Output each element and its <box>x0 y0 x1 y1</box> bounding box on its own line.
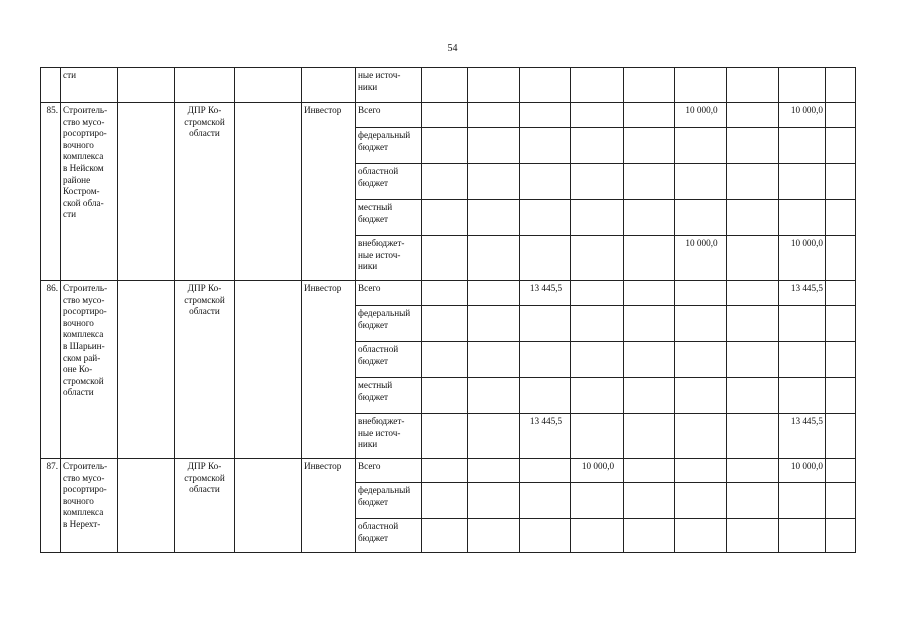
cell <box>779 483 826 519</box>
item-org: ДПР Ко- стромской области <box>175 459 235 553</box>
cell <box>422 483 468 519</box>
cell <box>624 281 675 306</box>
source-label-extra: внебюджет- ные источ- ники <box>356 414 422 459</box>
cell <box>675 342 727 378</box>
cell <box>520 68 571 103</box>
cell <box>520 103 571 128</box>
item-86-total-row <box>41 281 856 306</box>
cell <box>468 414 520 459</box>
cell <box>826 483 856 519</box>
cell <box>235 103 302 281</box>
cell <box>624 128 675 164</box>
cell <box>727 236 779 281</box>
cell <box>520 236 571 281</box>
cell <box>468 164 520 200</box>
cell <box>422 68 468 103</box>
cell <box>468 236 520 281</box>
cell <box>520 306 571 342</box>
continuation-row <box>41 68 856 103</box>
item-number: 86. <box>41 281 61 459</box>
cell <box>727 103 779 128</box>
cell <box>422 378 468 414</box>
cell <box>624 519 675 553</box>
cell <box>624 378 675 414</box>
cell <box>675 68 727 103</box>
source-label-extra: внебюджет- ные источ- ники <box>356 236 422 281</box>
cell <box>727 306 779 342</box>
cell <box>571 103 624 128</box>
cell <box>235 459 302 553</box>
cell <box>520 200 571 236</box>
cell <box>468 459 520 483</box>
source-label-federal: федеральный бюджет <box>356 128 422 164</box>
cell <box>624 68 675 103</box>
cell <box>571 414 624 459</box>
cell <box>779 519 826 553</box>
value-cell: 10 000,0 <box>571 459 624 483</box>
cell <box>571 519 624 553</box>
cell <box>779 68 826 103</box>
cell <box>118 281 175 459</box>
cell <box>675 483 727 519</box>
cell <box>118 68 175 103</box>
item-name: Строитель- ство мусо- росортиро- вочного комплекса в Шарьин- ском рай- оне Ко- стромской области <box>61 281 118 459</box>
cell <box>727 164 779 200</box>
source-label-local: местный бюджет <box>356 378 422 414</box>
cell <box>826 519 856 553</box>
cell <box>675 128 727 164</box>
cell <box>675 378 727 414</box>
cell <box>468 342 520 378</box>
cell <box>520 459 571 483</box>
cell <box>826 103 856 128</box>
cell <box>624 164 675 200</box>
cell <box>624 306 675 342</box>
value-cell: 10 000,0 <box>675 103 727 128</box>
cell <box>624 200 675 236</box>
cell <box>422 306 468 342</box>
cell <box>571 342 624 378</box>
cell <box>675 281 727 306</box>
item-org: ДПР Ко- стромской области <box>175 281 235 459</box>
cell <box>118 459 175 553</box>
source-label-total: Всего <box>356 281 422 306</box>
funding-table <box>40 67 856 553</box>
cell <box>571 164 624 200</box>
cell <box>675 200 727 236</box>
cell <box>422 414 468 459</box>
cell <box>520 519 571 553</box>
sum-cell: 10 000,0 <box>779 459 826 483</box>
name-cell: сти <box>61 68 118 103</box>
sum-cell: 10 000,0 <box>779 103 826 128</box>
source-label-regional: областной бюджет <box>356 342 422 378</box>
cell <box>727 483 779 519</box>
cell <box>422 342 468 378</box>
cell <box>468 483 520 519</box>
cell <box>727 68 779 103</box>
cell <box>727 378 779 414</box>
cell <box>779 342 826 378</box>
cell <box>520 483 571 519</box>
item-org: ДПР Ко- стромской области <box>175 103 235 281</box>
source-label-total: Всего <box>356 459 422 483</box>
cell <box>675 414 727 459</box>
cell <box>826 414 856 459</box>
cell <box>675 459 727 483</box>
cell <box>727 519 779 553</box>
cell <box>468 306 520 342</box>
cell <box>779 128 826 164</box>
cell <box>826 68 856 103</box>
cell <box>624 459 675 483</box>
cell <box>826 281 856 306</box>
cell <box>468 281 520 306</box>
source-label-regional: областной бюджет <box>356 164 422 200</box>
cell <box>571 378 624 414</box>
source-label-local: местный бюджет <box>356 200 422 236</box>
cell <box>422 103 468 128</box>
cell <box>422 236 468 281</box>
cell <box>422 459 468 483</box>
cell <box>779 200 826 236</box>
cell <box>826 342 856 378</box>
cell <box>779 378 826 414</box>
cell <box>520 128 571 164</box>
cell <box>826 378 856 414</box>
cell <box>571 68 624 103</box>
item-name: Строитель- ство мусо- росортиро- вочного комплекса в Нерехт- <box>61 459 118 553</box>
source-label-regional: областной бюджет <box>356 519 422 553</box>
cell <box>422 128 468 164</box>
item-number: 85. <box>41 103 61 281</box>
cell <box>571 128 624 164</box>
cell <box>624 236 675 281</box>
cell <box>468 519 520 553</box>
cell <box>826 306 856 342</box>
cell <box>571 281 624 306</box>
cell <box>727 281 779 306</box>
cell <box>779 306 826 342</box>
cell <box>422 519 468 553</box>
cell <box>826 459 856 483</box>
cell <box>235 281 302 459</box>
cell <box>727 200 779 236</box>
cell <box>727 342 779 378</box>
cell <box>175 68 235 103</box>
cell <box>624 483 675 519</box>
cell <box>571 200 624 236</box>
cell <box>468 200 520 236</box>
item-number: 87. <box>41 459 61 553</box>
cell <box>727 128 779 164</box>
sum-cell: 13 445,5 <box>779 281 826 306</box>
cell <box>727 414 779 459</box>
num-cell <box>41 68 61 103</box>
cell <box>118 103 175 281</box>
cell <box>571 236 624 281</box>
cell <box>624 103 675 128</box>
value-cell: 10 000,0 <box>675 236 727 281</box>
cell <box>571 483 624 519</box>
sum-cell: 10 000,0 <box>779 236 826 281</box>
cell <box>727 459 779 483</box>
cell <box>235 68 302 103</box>
cell <box>468 378 520 414</box>
cell <box>468 128 520 164</box>
value-cell: 13 445,5 <box>520 281 571 306</box>
cell <box>826 164 856 200</box>
cell <box>520 342 571 378</box>
cell <box>826 200 856 236</box>
cell <box>826 236 856 281</box>
cell <box>675 164 727 200</box>
cell <box>779 164 826 200</box>
cell <box>675 519 727 553</box>
cell <box>302 68 356 103</box>
source-label-total: Всего <box>356 103 422 128</box>
item-executor: Инвестор <box>302 281 356 459</box>
cell <box>520 164 571 200</box>
source-cell: ные источ- ники <box>356 68 422 103</box>
page-number: 54 <box>447 43 458 54</box>
cell <box>624 414 675 459</box>
sum-cell: 13 445,5 <box>779 414 826 459</box>
item-85-total-row <box>41 103 856 128</box>
item-executor: Инвестор <box>302 103 356 281</box>
cell <box>520 378 571 414</box>
source-label-federal: федеральный бюджет <box>356 306 422 342</box>
item-name: Строитель- ство мусо- росортиро- вочного комплекса в Нейском районе Костром- ской обла- сти <box>61 103 118 281</box>
cell <box>826 128 856 164</box>
cell <box>422 281 468 306</box>
cell <box>468 103 520 128</box>
cell <box>675 306 727 342</box>
source-label-federal: федеральный бюджет <box>356 483 422 519</box>
cell <box>624 342 675 378</box>
cell <box>422 164 468 200</box>
item-executor: Инвестор <box>302 459 356 553</box>
cell <box>571 306 624 342</box>
value-cell: 13 445,5 <box>520 414 571 459</box>
item-87-total-row <box>41 459 856 483</box>
cell <box>468 68 520 103</box>
cell <box>422 200 468 236</box>
